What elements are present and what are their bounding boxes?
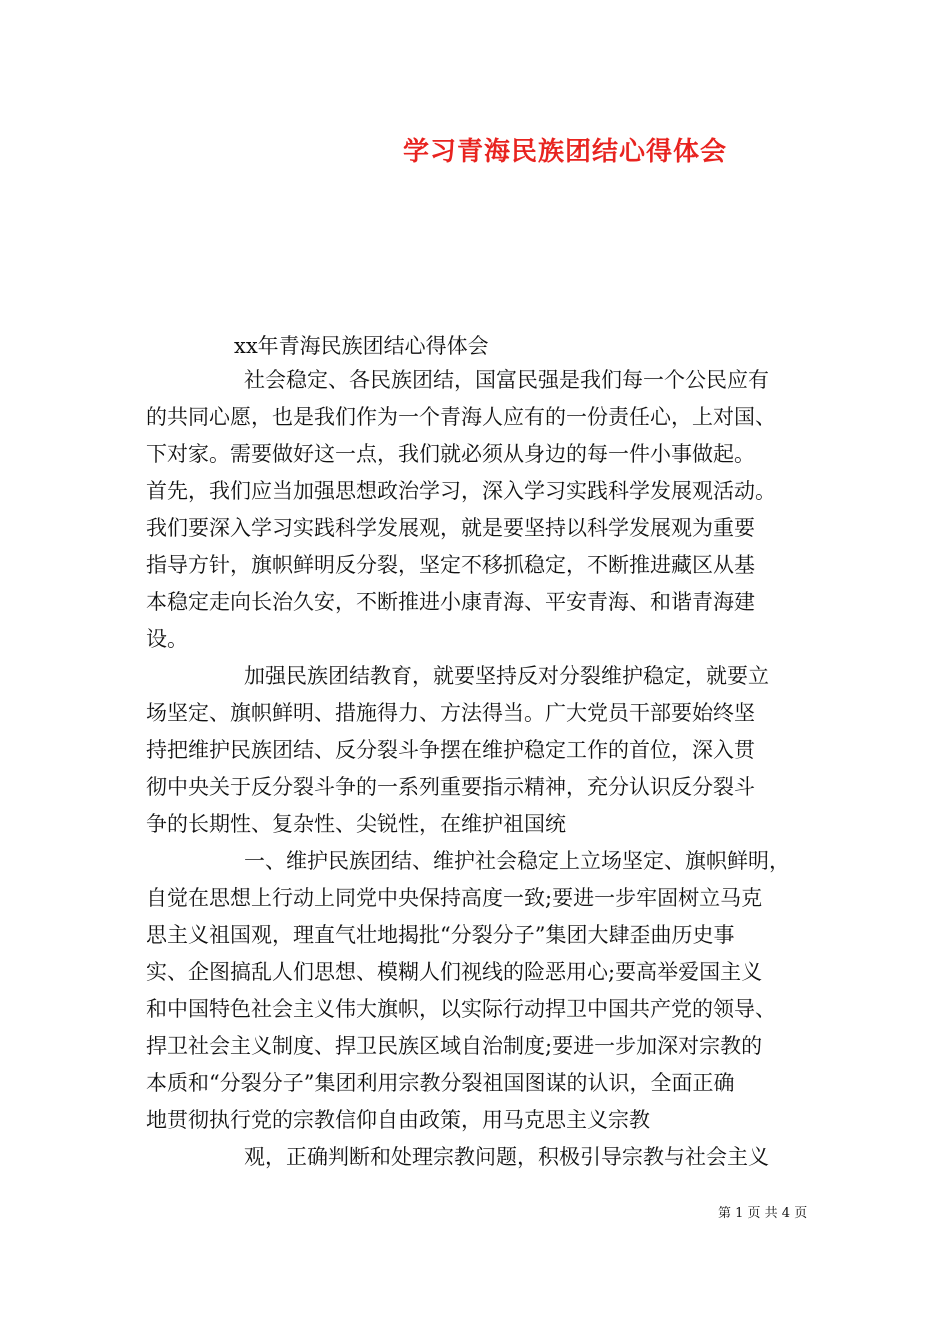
body-line-6: 指导方针，旗帜鲜明反分裂，坚定不移抓稳定，不断推进藏区从基: [146, 553, 755, 577]
subtitle: xx年青海民族团结心得体会: [234, 334, 489, 358]
page-title: 学习青海民族团结心得体会: [402, 137, 727, 167]
body-line-1: 社会稳定、各民族团结，国富民强是我们每一个公民应有: [244, 368, 769, 392]
body-line-7: 本稳定走向长治久安，不断推进小康青海、平安青海、和谐青海建: [146, 590, 755, 614]
body-line-11: 持把维护民族团结、反分裂斗争摆在维护稳定工作的首位，深入贯: [146, 738, 755, 762]
body-line-20: 本质和“分裂分子”集团利用宗教分裂祖国图谋的认识，全面正确: [146, 1071, 735, 1095]
body-line-18: 和中国特色社会主义伟大旗帜，以实际行动捍卫中国共产党的领导、: [146, 997, 776, 1021]
body-line-14: 一、维护民族团结、维护社会稳定上立场坚定、旗帜鲜明，: [244, 849, 790, 873]
page-number: 第 1 页 共 4 页: [718, 1206, 808, 1221]
body-line-5: 我们要深入学习实践科学发展观，就是要坚持以科学发展观为重要: [146, 516, 755, 540]
body-line-21: 地贯彻执行党的宗教信仰自由政策，用马克思主义宗教: [146, 1108, 650, 1132]
body-line-16: 思主义祖国观，理直气壮地揭批“分裂分子”集团大肆歪曲历史事: [146, 923, 735, 947]
body-line-9: 加强民族团结教育，就要坚持反对分裂维护稳定，就要立: [244, 664, 769, 688]
body-line-10: 场坚定、旗帜鲜明、措施得力、方法得当。广大党员干部要始终坚: [146, 701, 755, 725]
body-line-4: 首先，我们应当加强思想政治学习，深入学习实践科学发展观活动。: [146, 479, 776, 503]
body-line-19: 捍卫社会主义制度、捍卫民族区域自治制度;要进一步加深对宗教的: [146, 1034, 763, 1058]
body-line-17: 实、企图搞乱人们思想、模糊人们视线的险恶用心;要高举爱国主义: [146, 960, 763, 984]
body-line-8: 设。: [146, 627, 188, 651]
body-line-12: 彻中央关于反分裂斗争的一系列重要指示精神，充分认识反分裂斗: [146, 775, 755, 799]
body-line-22: 观，正确判断和处理宗教问题，积极引导宗教与社会主义: [244, 1145, 769, 1169]
body-line-2: 的共同心愿，也是我们作为一个青海人应有的一份责任心，上对国、: [146, 405, 776, 429]
body-line-3: 下对家。需要做好这一点，我们就必须从身边的每一件小事做起。: [146, 442, 755, 466]
body-line-13: 争的长期性、复杂性、尖锐性，在维护祖国统: [146, 812, 566, 836]
body-line-15: 自觉在思想上行动上同党中央保持高度一致;要进一步牢固树立马克: [146, 886, 763, 910]
